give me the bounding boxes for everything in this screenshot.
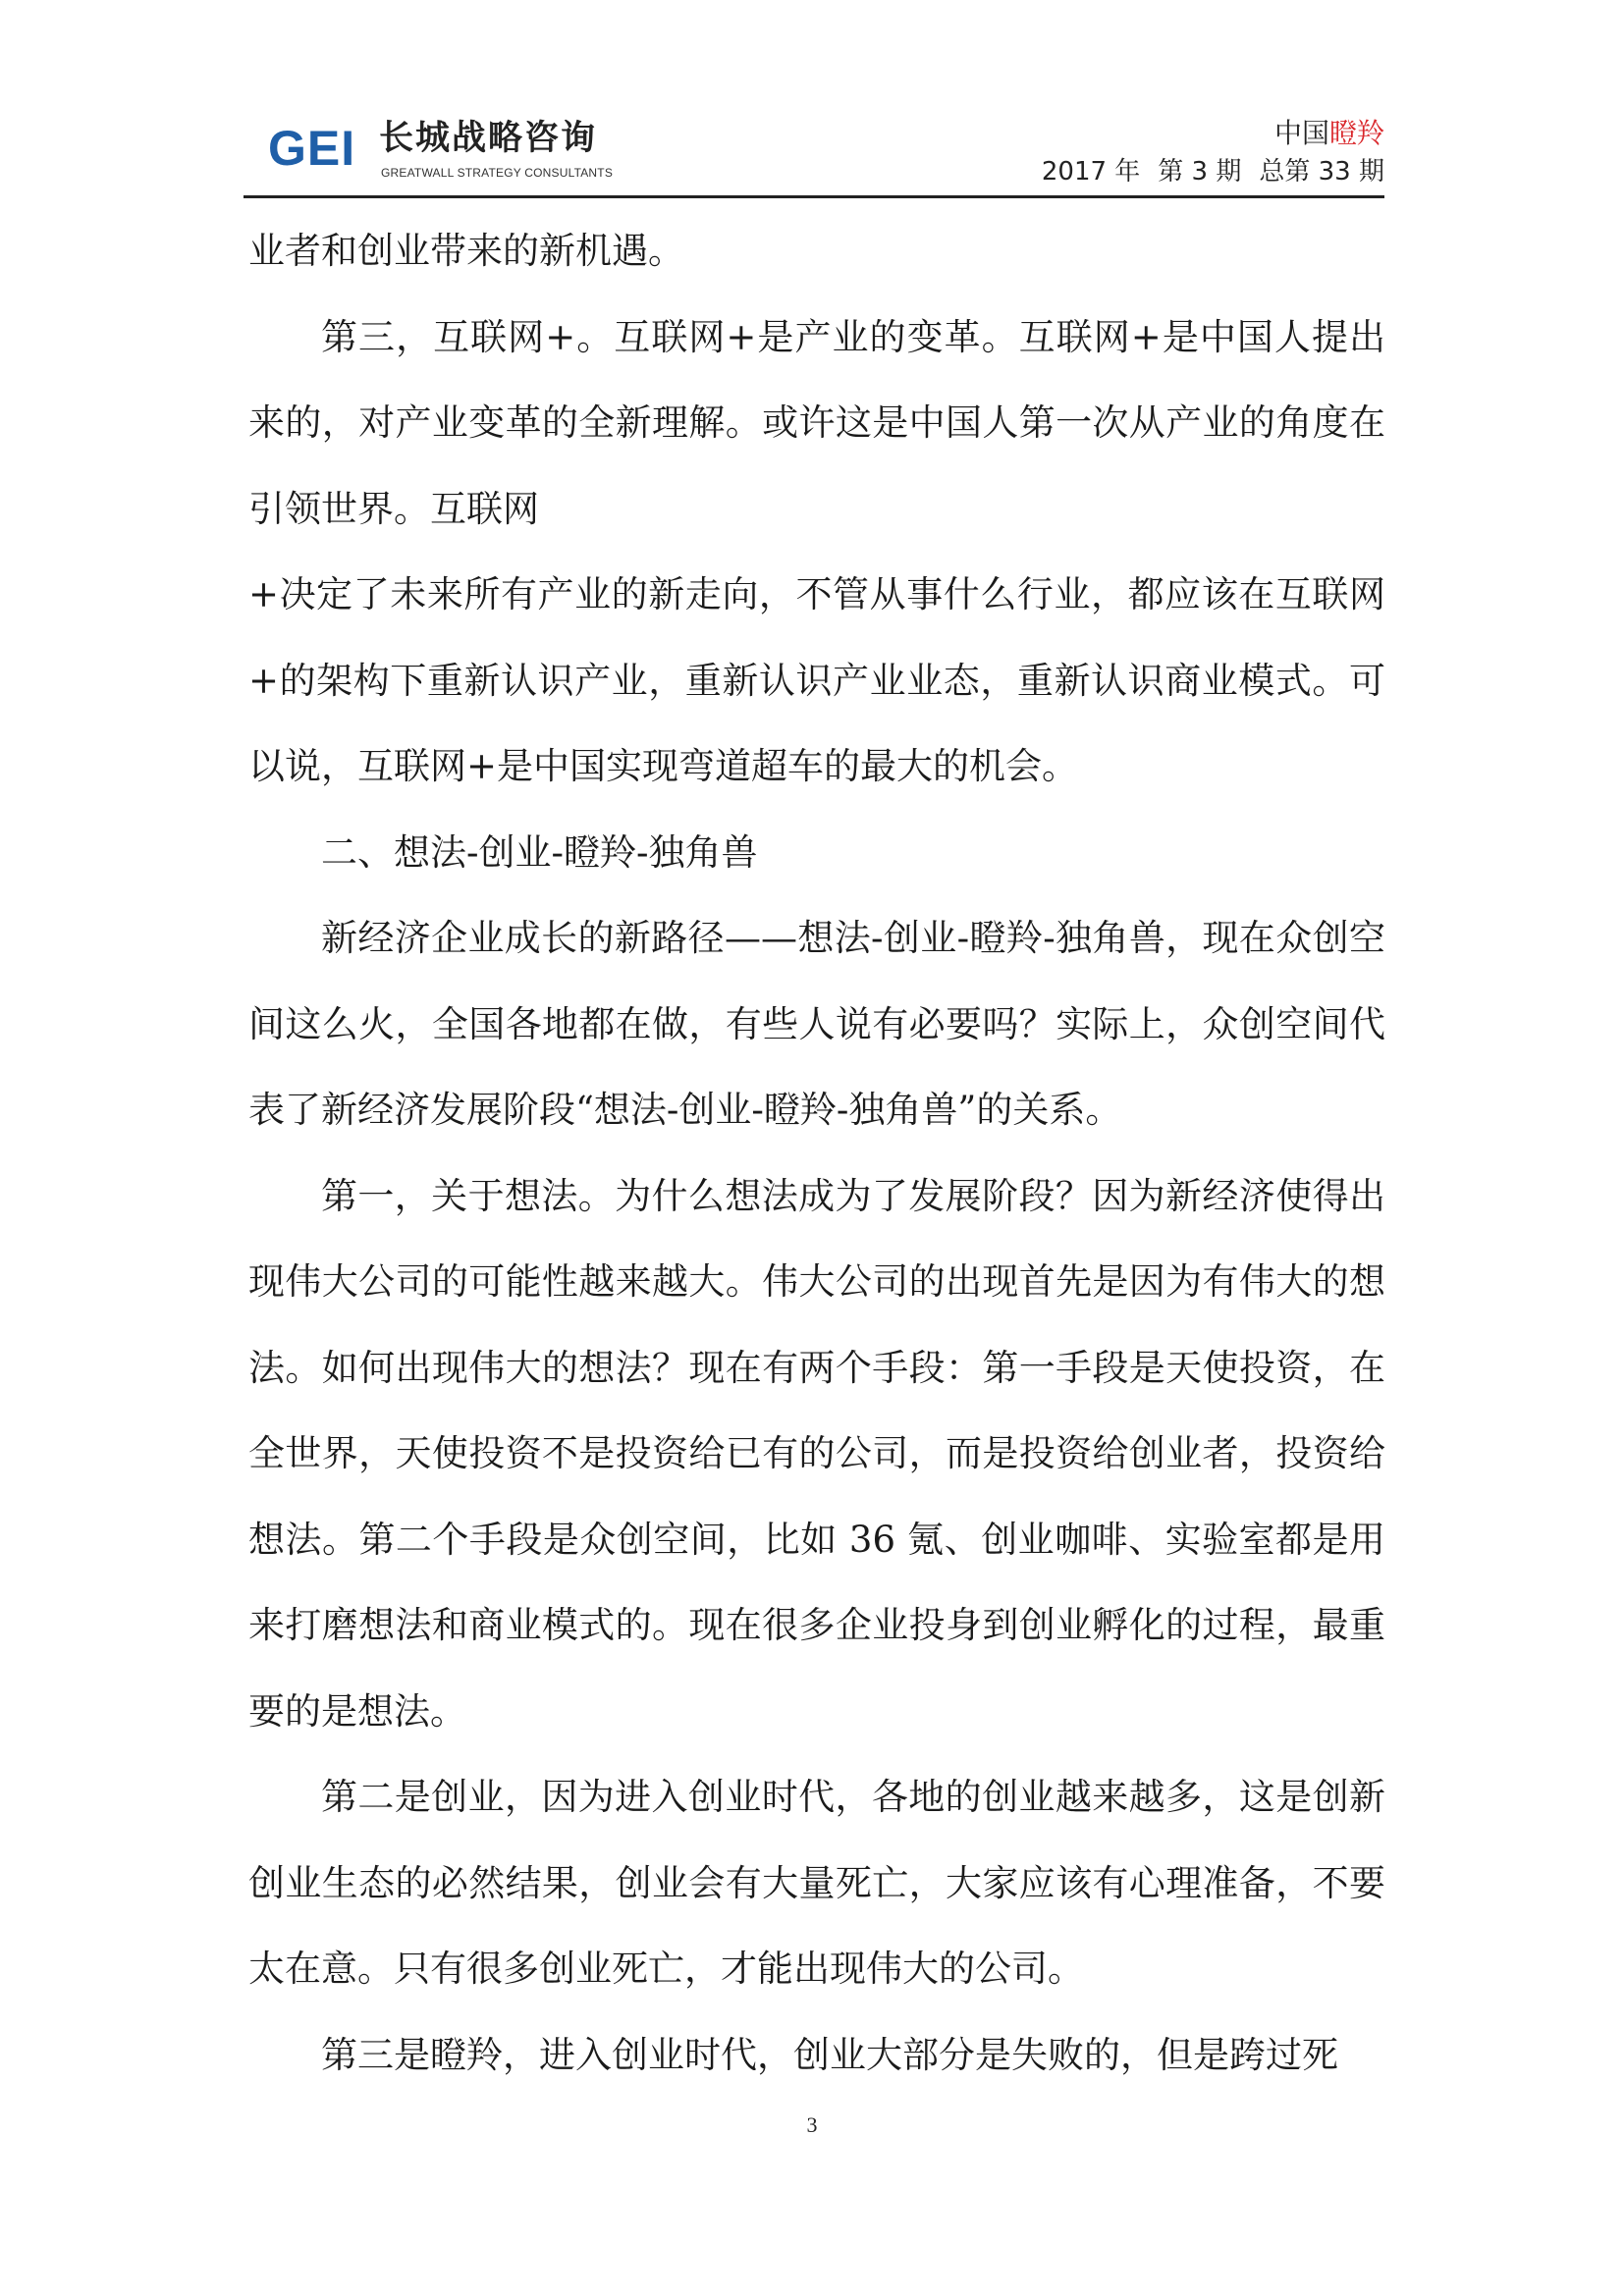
company-name-cn: 长城战略咨询 — [379, 119, 598, 158]
paragraph: 第三，互联网+。互联网+是产业的变革。互联网+是中国人提出来的，对产业变革的全新理解。或许这是中国人第一次从产业的角度在引领世界。互联网 — [248, 315, 1385, 530]
gei-logo: GEI — [268, 121, 356, 176]
issue-total: 总第 33 期 — [1259, 157, 1384, 187]
paragraph: 第三是瞪羚，进入创业时代，创业大部分是失败的，但是跨过死 — [321, 2033, 1338, 2076]
section-heading: 二、想法-创业-瞪羚-独角兽 — [321, 830, 758, 874]
publication-title-accent: 瞪羚 — [1328, 117, 1384, 149]
issue-number: 第 3 期 — [1158, 157, 1242, 187]
publication-issue — [1042, 159, 1384, 185]
page-number: 3 — [806, 2112, 818, 2137]
paragraph: 业者和创业带来的新机遇。 — [248, 230, 684, 272]
page-header — [244, 102, 1384, 195]
publication-title — [1273, 117, 1384, 149]
paragraph: +决定了未来所有产业的新走向，不管从事什么行业，都应该在互联网+的架构下重新认识产业，重新认识产业业态，重新认识商业模式。可以说，互联网+是中国实现弯道超车的最大的机会。 — [248, 573, 1385, 787]
paragraph: 第一，关于想法。为什么想法成为了发展阶段？因为新经济使得出现伟大公司的可能性越来越大。伟大公司的出现首先是因为有伟大的想法。如何出现伟大的想法？现在有两个手段：第一手段是天使投资，在全世界，天使投资不是投资给已有的公司，而是投资给创业者，投资给想法。第二个手段是众创空间，比如 36 氪、创业咖啡、实验室都是用来打磨想法和商业模式的。现在很多企业投身到创业孵化的过程，最重要的是想法。 — [248, 1174, 1385, 1733]
paragraph: 新经济企业成长的新路径——想法-创业-瞪羚-独角兽，现在众创空间这么火，全国各地都在做，有些人说有必要吗？实际上，众创空间代表了新经济发展阶段“想法-创业-瞪羚-独角兽”的关系。 — [248, 917, 1385, 1131]
paragraph: 第二是创业，因为进入创业时代，各地的创业越来越多，这是创新创业生态的必然结果，创业会有大量死亡，大家应该有心理准备，不要太在意。只有很多创业死亡，才能出现伟大的公司。 — [248, 1776, 1385, 1990]
issue-year: 2017 年 — [1041, 157, 1141, 187]
article-body — [248, 208, 1385, 2098]
company-name-en: GREATWALL STRATEGY CONSULTANTS — [381, 166, 614, 180]
publication-title-prefix: 中国 — [1273, 117, 1329, 149]
header-divider — [244, 195, 1384, 198]
